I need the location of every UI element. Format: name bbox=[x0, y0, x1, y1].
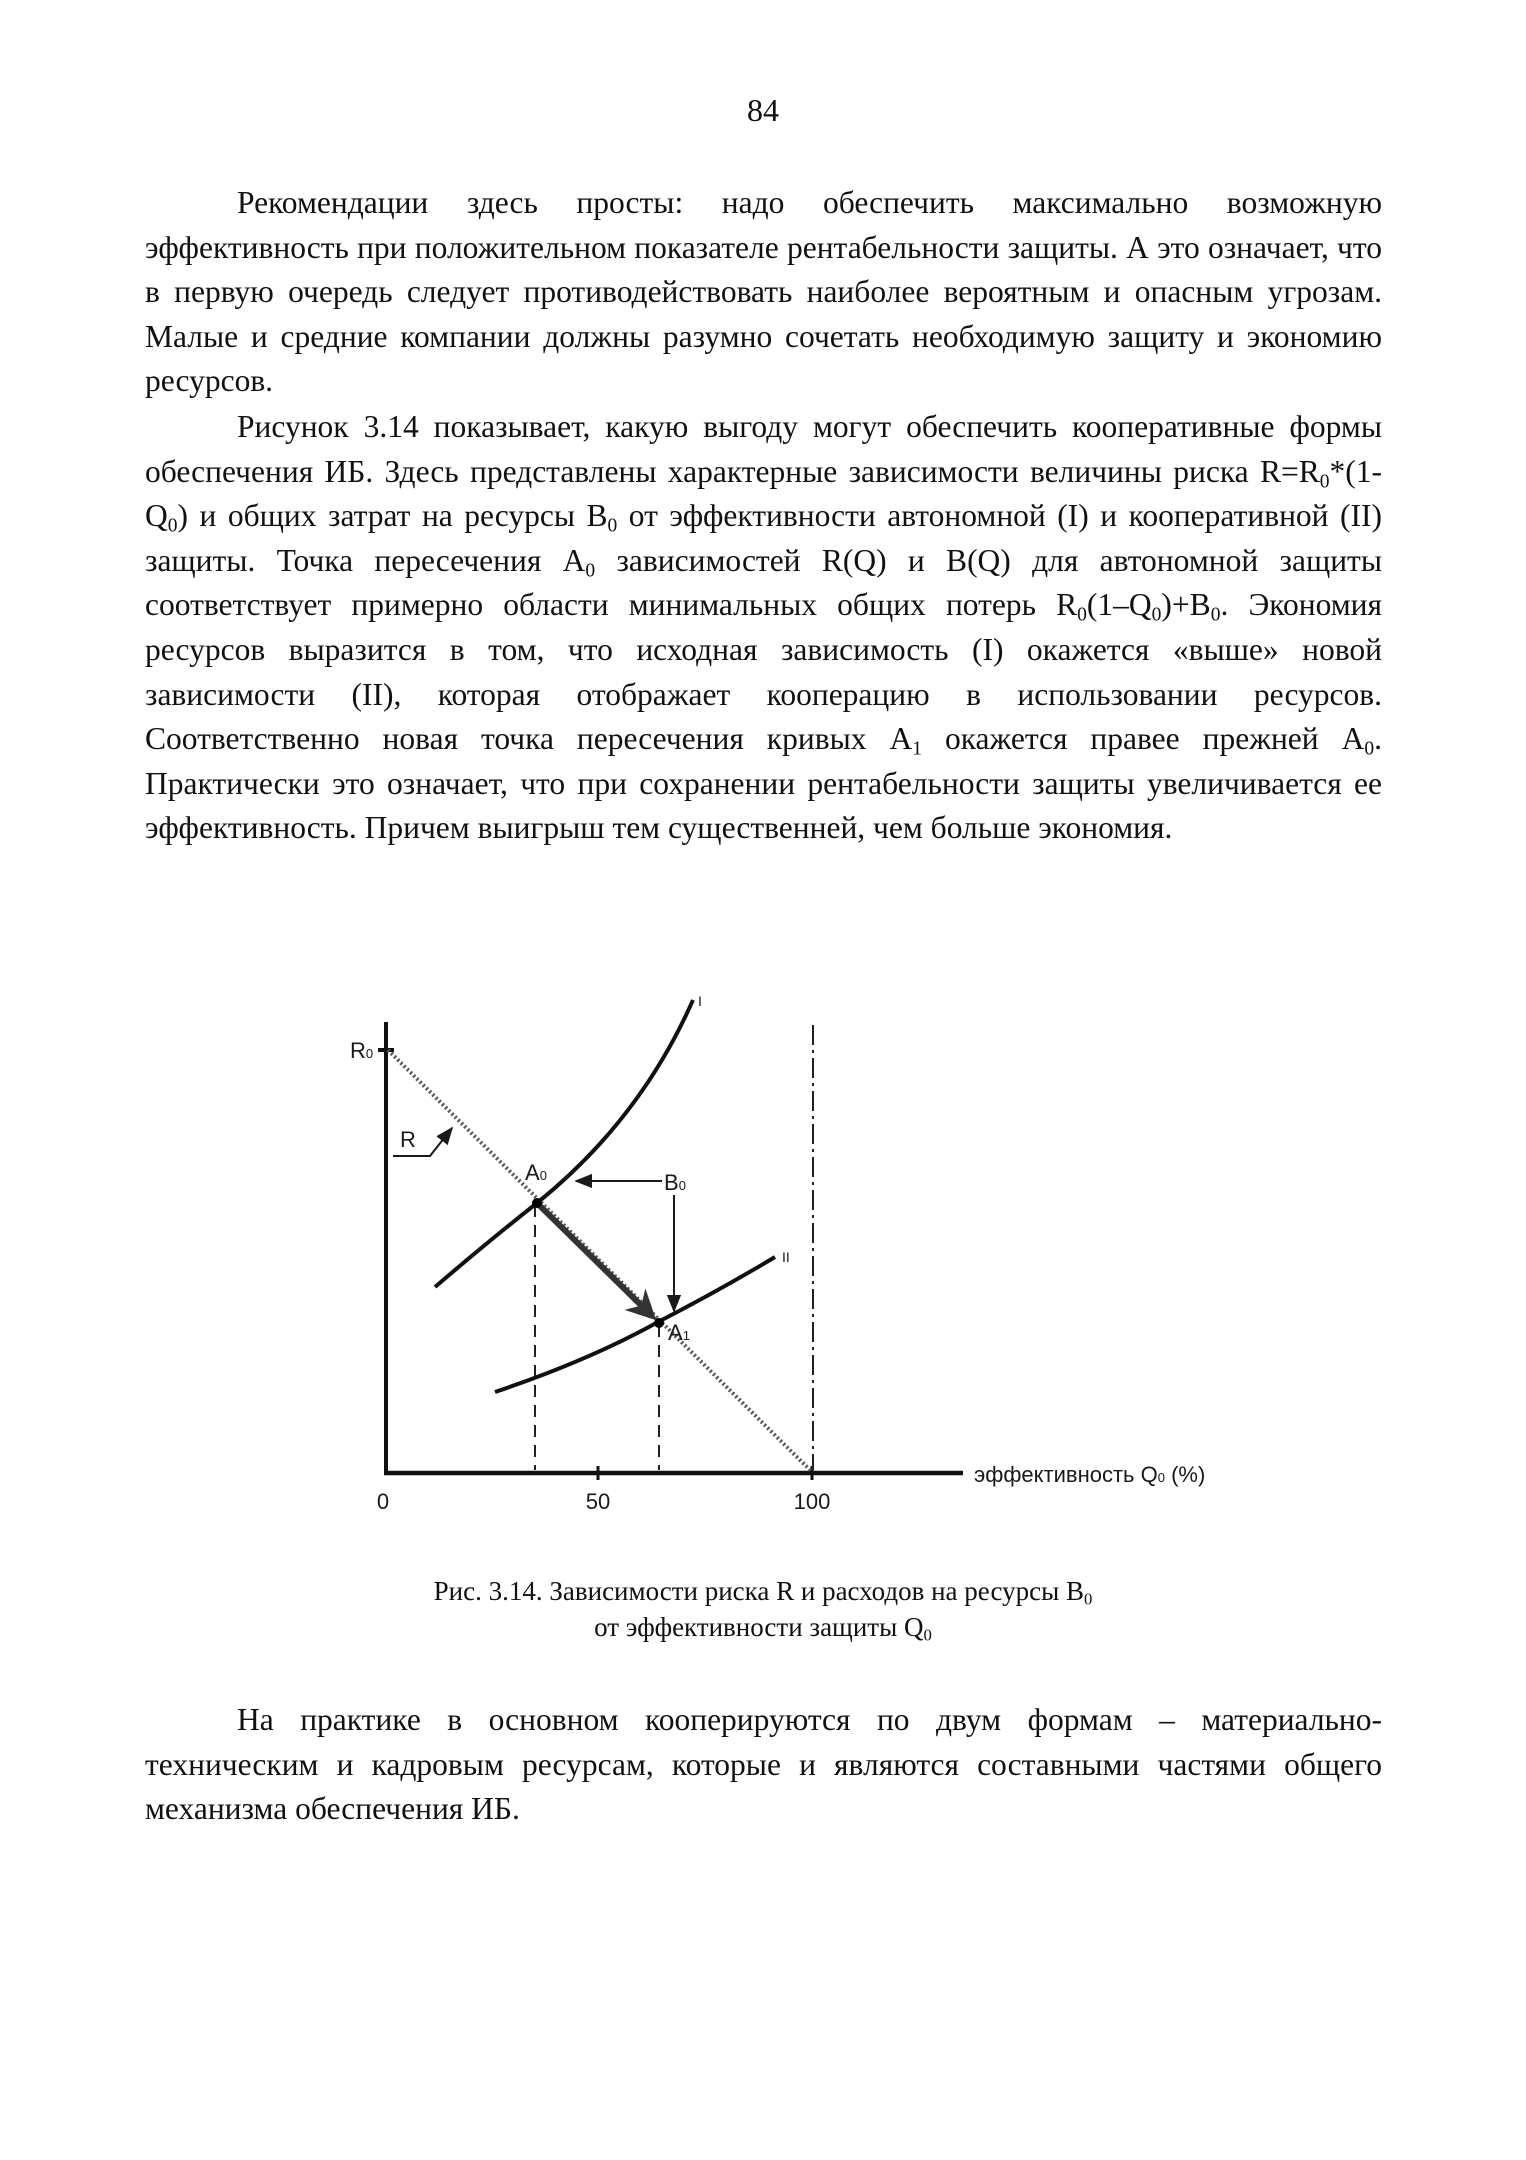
text-segment: Рисунок 3.14 показывает, какую выгоду могут обеспечить кооперативные формы обеспечения ИБ. Здесь представлены характерные зависимости величины риска R=R bbox=[145, 409, 1382, 489]
page-number: 84 bbox=[747, 92, 779, 128]
subscript: 0 bbox=[1364, 738, 1375, 760]
paragraph-cooperation-forms bbox=[145, 1698, 1382, 1832]
text-segment: ) и общих затрат на ресурсы B bbox=[177, 498, 608, 534]
paragraph-text: Рекомендации здесь просты: надо обеспечить максимально возможную эффективность при положительном показателе рентабельности защиты. А это означает, что в первую очередь следует противодействовать наиболее вероятным и опасным угрозам. Малые и средние компании должны разумно сочетать необходимую защиту и экономию ресурсов. bbox=[145, 185, 1382, 399]
x-tick-label-0: 0 bbox=[376, 1489, 390, 1514]
point-a0 bbox=[532, 1198, 542, 1208]
text-segment: )+B bbox=[1161, 587, 1211, 623]
a1-label: A1 bbox=[668, 1320, 690, 1345]
text-segment: *(1-Q bbox=[145, 453, 1382, 534]
subscript: 0 bbox=[1151, 604, 1162, 626]
curve-i-label: I bbox=[698, 993, 702, 1009]
subscript: 0 bbox=[1077, 604, 1087, 626]
text-segment: . Экономия ресурсов выразится в том, что исходная зависимость (I) окажется «выше» новой зависимости (II), которая отображает кооперацию в использовании ресурсов. Соответственно новая точка пересечения кривых A bbox=[145, 587, 1382, 757]
subscript: 1 bbox=[912, 738, 922, 760]
x-tick-label-50: 50 bbox=[585, 1489, 611, 1514]
b0-label: B0 bbox=[664, 1170, 686, 1195]
subscript: 0 bbox=[1083, 1589, 1093, 1609]
text-segment: (1–Q bbox=[1086, 587, 1152, 623]
text-segment: от эффективности автономной (I) и кооперативной (II) защиты. Точка пересечения A bbox=[145, 498, 1382, 578]
subscript: 0 bbox=[1210, 604, 1221, 626]
x-axis-label: эффективность Q0 (%) bbox=[974, 1462, 1206, 1487]
curve-i bbox=[435, 1000, 693, 1287]
paragraph-text: На практике в основном кооперируются по двум формам – материально-техническим и кадровым ресурсам, которые и являются составными частями общего механизма обеспечения ИБ. bbox=[145, 1702, 1382, 1827]
caption-line-2 bbox=[0, 1609, 1526, 1645]
subscript: 0 bbox=[585, 560, 596, 582]
subscript: 0 bbox=[923, 1625, 932, 1645]
subscript: 0 bbox=[607, 515, 618, 537]
a0-label: A0 bbox=[525, 1160, 547, 1185]
caption-text: Рис. 3.14. Зависимости риска R и расходов на ресурсы B bbox=[433, 1576, 1084, 1606]
subscript: 0 bbox=[167, 515, 178, 537]
point-a1 bbox=[654, 1318, 664, 1328]
shift-arrow-a0-a1 bbox=[537, 1203, 652, 1316]
r-curve-label: R bbox=[400, 1127, 416, 1152]
curve-ii-label: II bbox=[782, 1249, 790, 1265]
caption-text: от эффективности защиты Q bbox=[594, 1612, 924, 1642]
text-segment: окажется правее прежней A bbox=[921, 721, 1365, 757]
curve-ii bbox=[495, 1257, 775, 1392]
figure-caption bbox=[0, 1573, 1526, 1645]
subscript: 0 bbox=[1319, 471, 1330, 493]
text-segment: зависимостей R(Q) и B(Q) для автономной защиты соответствует примерно области минимальных общих потерь R bbox=[145, 542, 1382, 623]
text-segment: . Практически это означает, что при сохранении рентабельности защиты увеличивается ее эффективность. Причем выигрыш тем существенней, чем больше экономия. bbox=[145, 721, 1382, 846]
x-tick-label-100: 100 bbox=[793, 1489, 831, 1514]
r0-label: R0 bbox=[350, 1038, 374, 1063]
caption-line-1 bbox=[0, 1573, 1526, 1609]
